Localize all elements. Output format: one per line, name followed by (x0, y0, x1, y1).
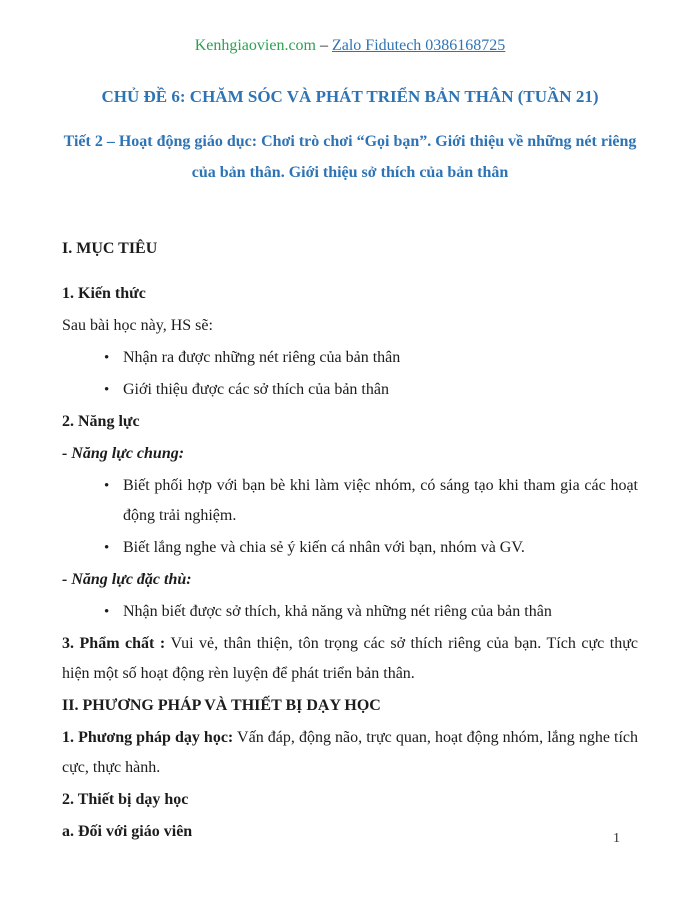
section-heading: I. MỤC TIÊU (62, 240, 158, 257)
bullet-icon: • (104, 604, 110, 620)
document-subtitle: Tiết 2 – Hoạt động giáo dục: Chơi trò chơi “Gọi bạn”. Giới thiệu về những nét riêng của bản thân. Giới thiệu sở thích của bản thân (63, 133, 637, 181)
site-name: Kenhgiaovien.com (194, 37, 316, 54)
paragraph: 1. Phương pháp dạy học: Vấn đáp, động não, trực quan, hoạt động nhóm, lắng nghe tích cực, thực hành. (62, 729, 638, 776)
list-item (62, 343, 638, 373)
section-heading: 2. Thiết bị dạy học (62, 791, 189, 808)
list-item-text: Giới thiệu được các sở thích của bản thân (123, 381, 389, 398)
section-heading: 1. Kiến thức (62, 285, 146, 302)
list-item-text: Nhận biết được sở thích, khả năng và những nét riêng của bản thân (123, 603, 552, 620)
header-separator: – (315, 37, 332, 54)
list-item (62, 471, 638, 531)
section-heading: a. Đối với giáo viên (62, 823, 193, 840)
paragraph-lead: 3. Phẩm chất : (62, 635, 166, 652)
list-item-text: Biết phối hợp với bạn bè khi làm việc nhóm, có sáng tạo khi tham gia các hoạt động trải nghiệm. (123, 477, 638, 524)
paragraph-lead: 1. Phương pháp dạy học: (62, 729, 234, 746)
page-number: 1 (613, 831, 620, 846)
zalo-contact-link[interactable]: Zalo Fidutech 0386168725 (331, 37, 506, 54)
list-item-text: Biết lắng nghe và chia sẻ ý kiến cá nhân với bạn, nhóm và GV. (123, 539, 525, 556)
paragraph: 3. Phẩm chất : Vui vẻ, thân thiện, tôn trọng các sở thích riêng của bạn. Tích cực thực hiện một số hoạt động rèn luyện để phát triển bản thân. (62, 635, 638, 682)
page-header (0, 0, 700, 55)
list-item (62, 597, 638, 627)
sub-heading: - Năng lực đặc thù: (62, 571, 192, 588)
bullet-icon: • (104, 350, 110, 366)
list-item-text: Nhận ra được những nét riêng của bản thân (123, 349, 401, 366)
section-heading: II. PHƯƠNG PHÁP VÀ THIẾT BỊ DẠY HỌC (62, 697, 381, 714)
bullet-icon: • (104, 540, 110, 556)
sub-heading: - Năng lực chung: (62, 445, 185, 462)
list-item (62, 533, 638, 563)
section-heading: 2. Năng lực (62, 413, 140, 430)
paragraph: Sau bài học này, HS sẽ: (62, 317, 213, 334)
bullet-icon: • (104, 478, 110, 494)
document-title: CHỦ ĐỀ 6: CHĂM SÓC VÀ PHÁT TRIỂN BẢN THÂN (TUẦN 21) (101, 87, 599, 106)
list-item (62, 375, 638, 405)
document-body (62, 234, 638, 847)
bullet-icon: • (104, 382, 110, 398)
